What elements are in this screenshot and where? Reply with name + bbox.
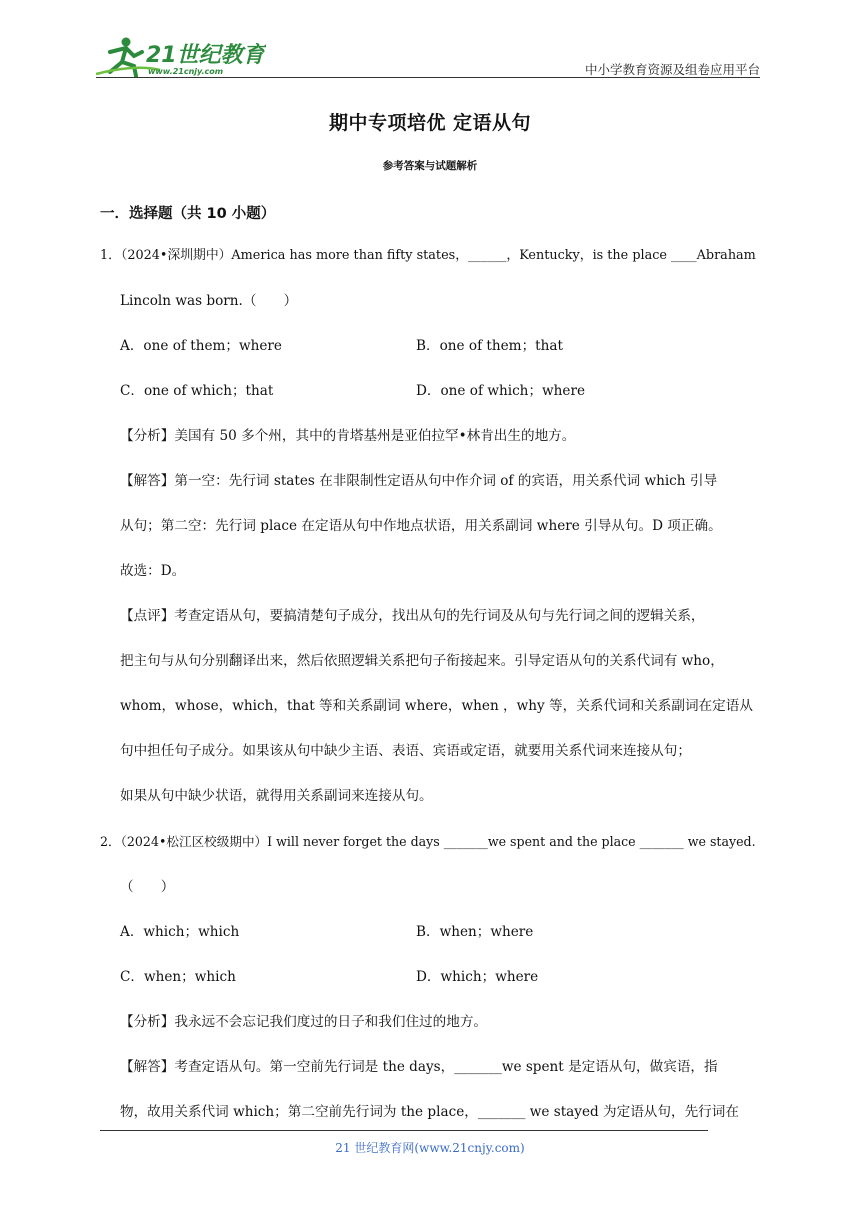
q2-option-a: A．which；which <box>120 924 240 940</box>
footer-link[interactable]: 21 世纪教育网(www.21cnjy.com) <box>335 1141 525 1155</box>
header-divider <box>96 77 760 78</box>
page-subtitle: 参考答案与试题解析 <box>382 160 478 172</box>
q2-analysis: 【分析】我永远不会忘记我们度过的日子和我们住过的地方。 <box>120 1014 488 1030</box>
q1-answer-line2: 从句；第二空：先行词 place 在定语从句中作地点状语，用关系副词 where 引导从句。D 项正确。 <box>120 518 722 534</box>
q1-answer-line1: 【解答】第一空：先行词 states 在非限制性定语从句中作介词 of 的宾语，用关系代词 which 引导 <box>120 473 718 489</box>
q1-comment-line3: whom，whose，which，that 等和关系副词 where，when ，why 等，关系代词和关系副词在定语从 <box>120 698 753 714</box>
q1-answer-line3: 故选：D。 <box>120 563 186 579</box>
q1-comment-line5: 如果从句中缺少状语，就得用关系副词来连接从句。 <box>120 788 433 804</box>
q1-option-d: D．one of which；where <box>416 383 586 399</box>
q2-option-c: C．when；which <box>120 969 236 985</box>
q1-analysis: 【分析】美国有 50 多个州，其中的肯塔基州是亚伯拉罕•林肯出生的地方。 <box>120 428 576 444</box>
header-platform-text: 中小学教育资源及组卷应用平台 <box>584 62 760 77</box>
q1-stem-line1: 1．（2024•深圳期中）America has more than fifty states，______，Kentucky，is the place ____Abraham <box>100 248 756 263</box>
q1-comment-line2: 把主句与从句分别翻译出来，然后依照逻辑关系把句子衔接起来。引导定语从句的关系代词有 who， <box>120 653 724 669</box>
q1-comment-line1: 【点评】考查定语从句，要搞清楚句子成分，找出从句的先行词及从句与先行词之间的逻辑关系， <box>120 608 705 624</box>
q1-option-c: C．one of which；that <box>120 383 274 399</box>
q2-answer-line2: 物，故用关系代词 which；第二空前先行词为 the place，_______ we stayed 为定语从句，先行词在 <box>120 1104 739 1120</box>
q2-answer-line1: 【解答】考查定语从句。第一空前先行词是 the days，_______we spent 是定语从句，做宾语，指 <box>120 1059 718 1075</box>
footer-divider <box>100 1130 708 1131</box>
q1-stem-line2: Lincoln was born.（ ） <box>120 293 298 309</box>
q1-option-b: B．one of them；that <box>416 338 563 354</box>
q2-stem-line2: （ ） <box>120 879 175 895</box>
section-heading: 一．选择题（共 10 小题） <box>100 206 276 222</box>
logo-21cnjy-icon <box>96 34 266 78</box>
logo-url-text: www.21cnjy.com <box>148 67 224 76</box>
q1-option-a: A．one of them；where <box>120 338 282 354</box>
page-title: 期中专项培优 定语从句 <box>328 112 532 134</box>
q2-option-b: B．when；where <box>416 924 534 940</box>
q2-stem-line1: 2．（2024•松江区校级期中）I will never forget the days _______we spent and the place _______ we stayed. <box>100 834 756 849</box>
q2-option-d: D．which；where <box>416 969 539 985</box>
logo-text: 21世纪教育 <box>146 43 265 68</box>
q1-comment-line4: 句中担任句子成分。如果该从句中缺少主语、表语、宾语或定语，就要用关系代词来连接从句； <box>120 743 691 759</box>
